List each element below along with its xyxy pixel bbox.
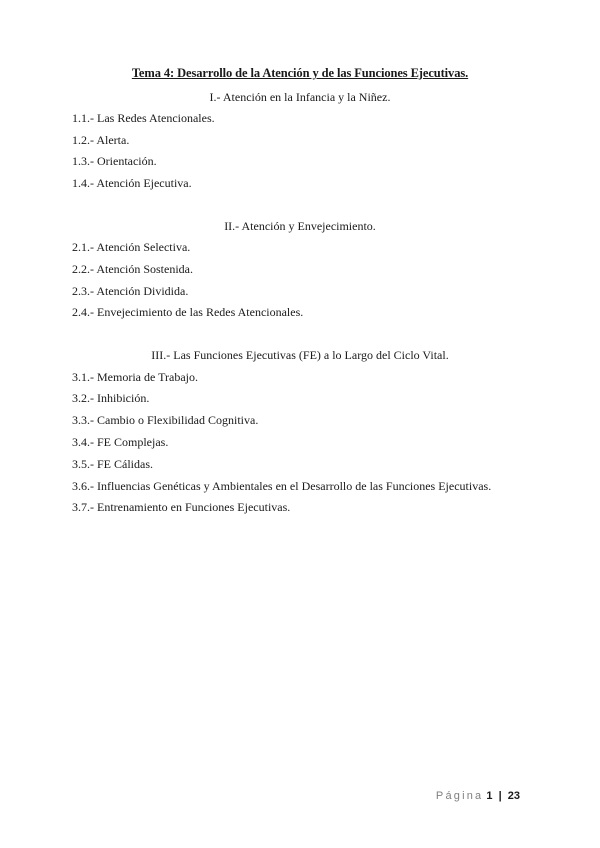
total-pages: 23 bbox=[507, 790, 520, 802]
toc-item-2-3: 2.3.- Atención Dividida. bbox=[72, 284, 189, 298]
section-heading-1: I.- Atención en la Infancia y la Niñez. bbox=[209, 90, 391, 104]
toc-item-1-1: 1.1.- Las Redes Atencionales. bbox=[72, 111, 215, 125]
toc-item-2-1: 2.1.- Atención Selectiva. bbox=[72, 240, 191, 254]
page-number: 1 bbox=[486, 790, 493, 802]
toc-item-3-1: 3.1.- Memoria de Trabajo. bbox=[72, 370, 198, 384]
page-label: Página bbox=[435, 790, 484, 802]
page-footer bbox=[436, 790, 520, 802]
toc-item-3-7: 3.7.- Entrenamiento en Funciones Ejecutivas. bbox=[72, 500, 291, 514]
section-heading-3: III.- Las Funciones Ejecutivas (FE) a lo Largo del Ciclo Vital. bbox=[151, 348, 449, 362]
toc-item-2-4: 2.4.- Envejecimiento de las Redes Atencionales. bbox=[72, 305, 304, 319]
toc-item-3-3: 3.3.- Cambio o Flexibilidad Cognitiva. bbox=[72, 413, 259, 427]
toc-item-3-6: 3.6.- Influencias Genéticas y Ambientales en el Desarrollo de las Funciones Ejecutivas. bbox=[72, 479, 492, 493]
toc-item-1-4: 1.4.- Atención Ejecutiva. bbox=[72, 176, 192, 190]
toc-item-3-5: 3.5.- FE Cálidas. bbox=[72, 457, 153, 471]
toc-item-1-2: 1.2.- Alerta. bbox=[72, 133, 130, 147]
page-separator: | bbox=[498, 790, 502, 802]
toc-item-3-2: 3.2.- Inhibición. bbox=[72, 391, 150, 405]
toc-item-1-3: 1.3.- Orientación. bbox=[72, 154, 157, 168]
toc-item-2-2: 2.2.- Atención Sostenida. bbox=[72, 262, 193, 276]
section-heading-2: II.- Atención y Envejecimiento. bbox=[224, 219, 376, 233]
document-title: Tema 4: Desarrollo de la Atención y de las Funciones Ejecutivas. bbox=[131, 66, 469, 80]
toc-item-3-4: 3.4.- FE Complejas. bbox=[72, 435, 169, 449]
